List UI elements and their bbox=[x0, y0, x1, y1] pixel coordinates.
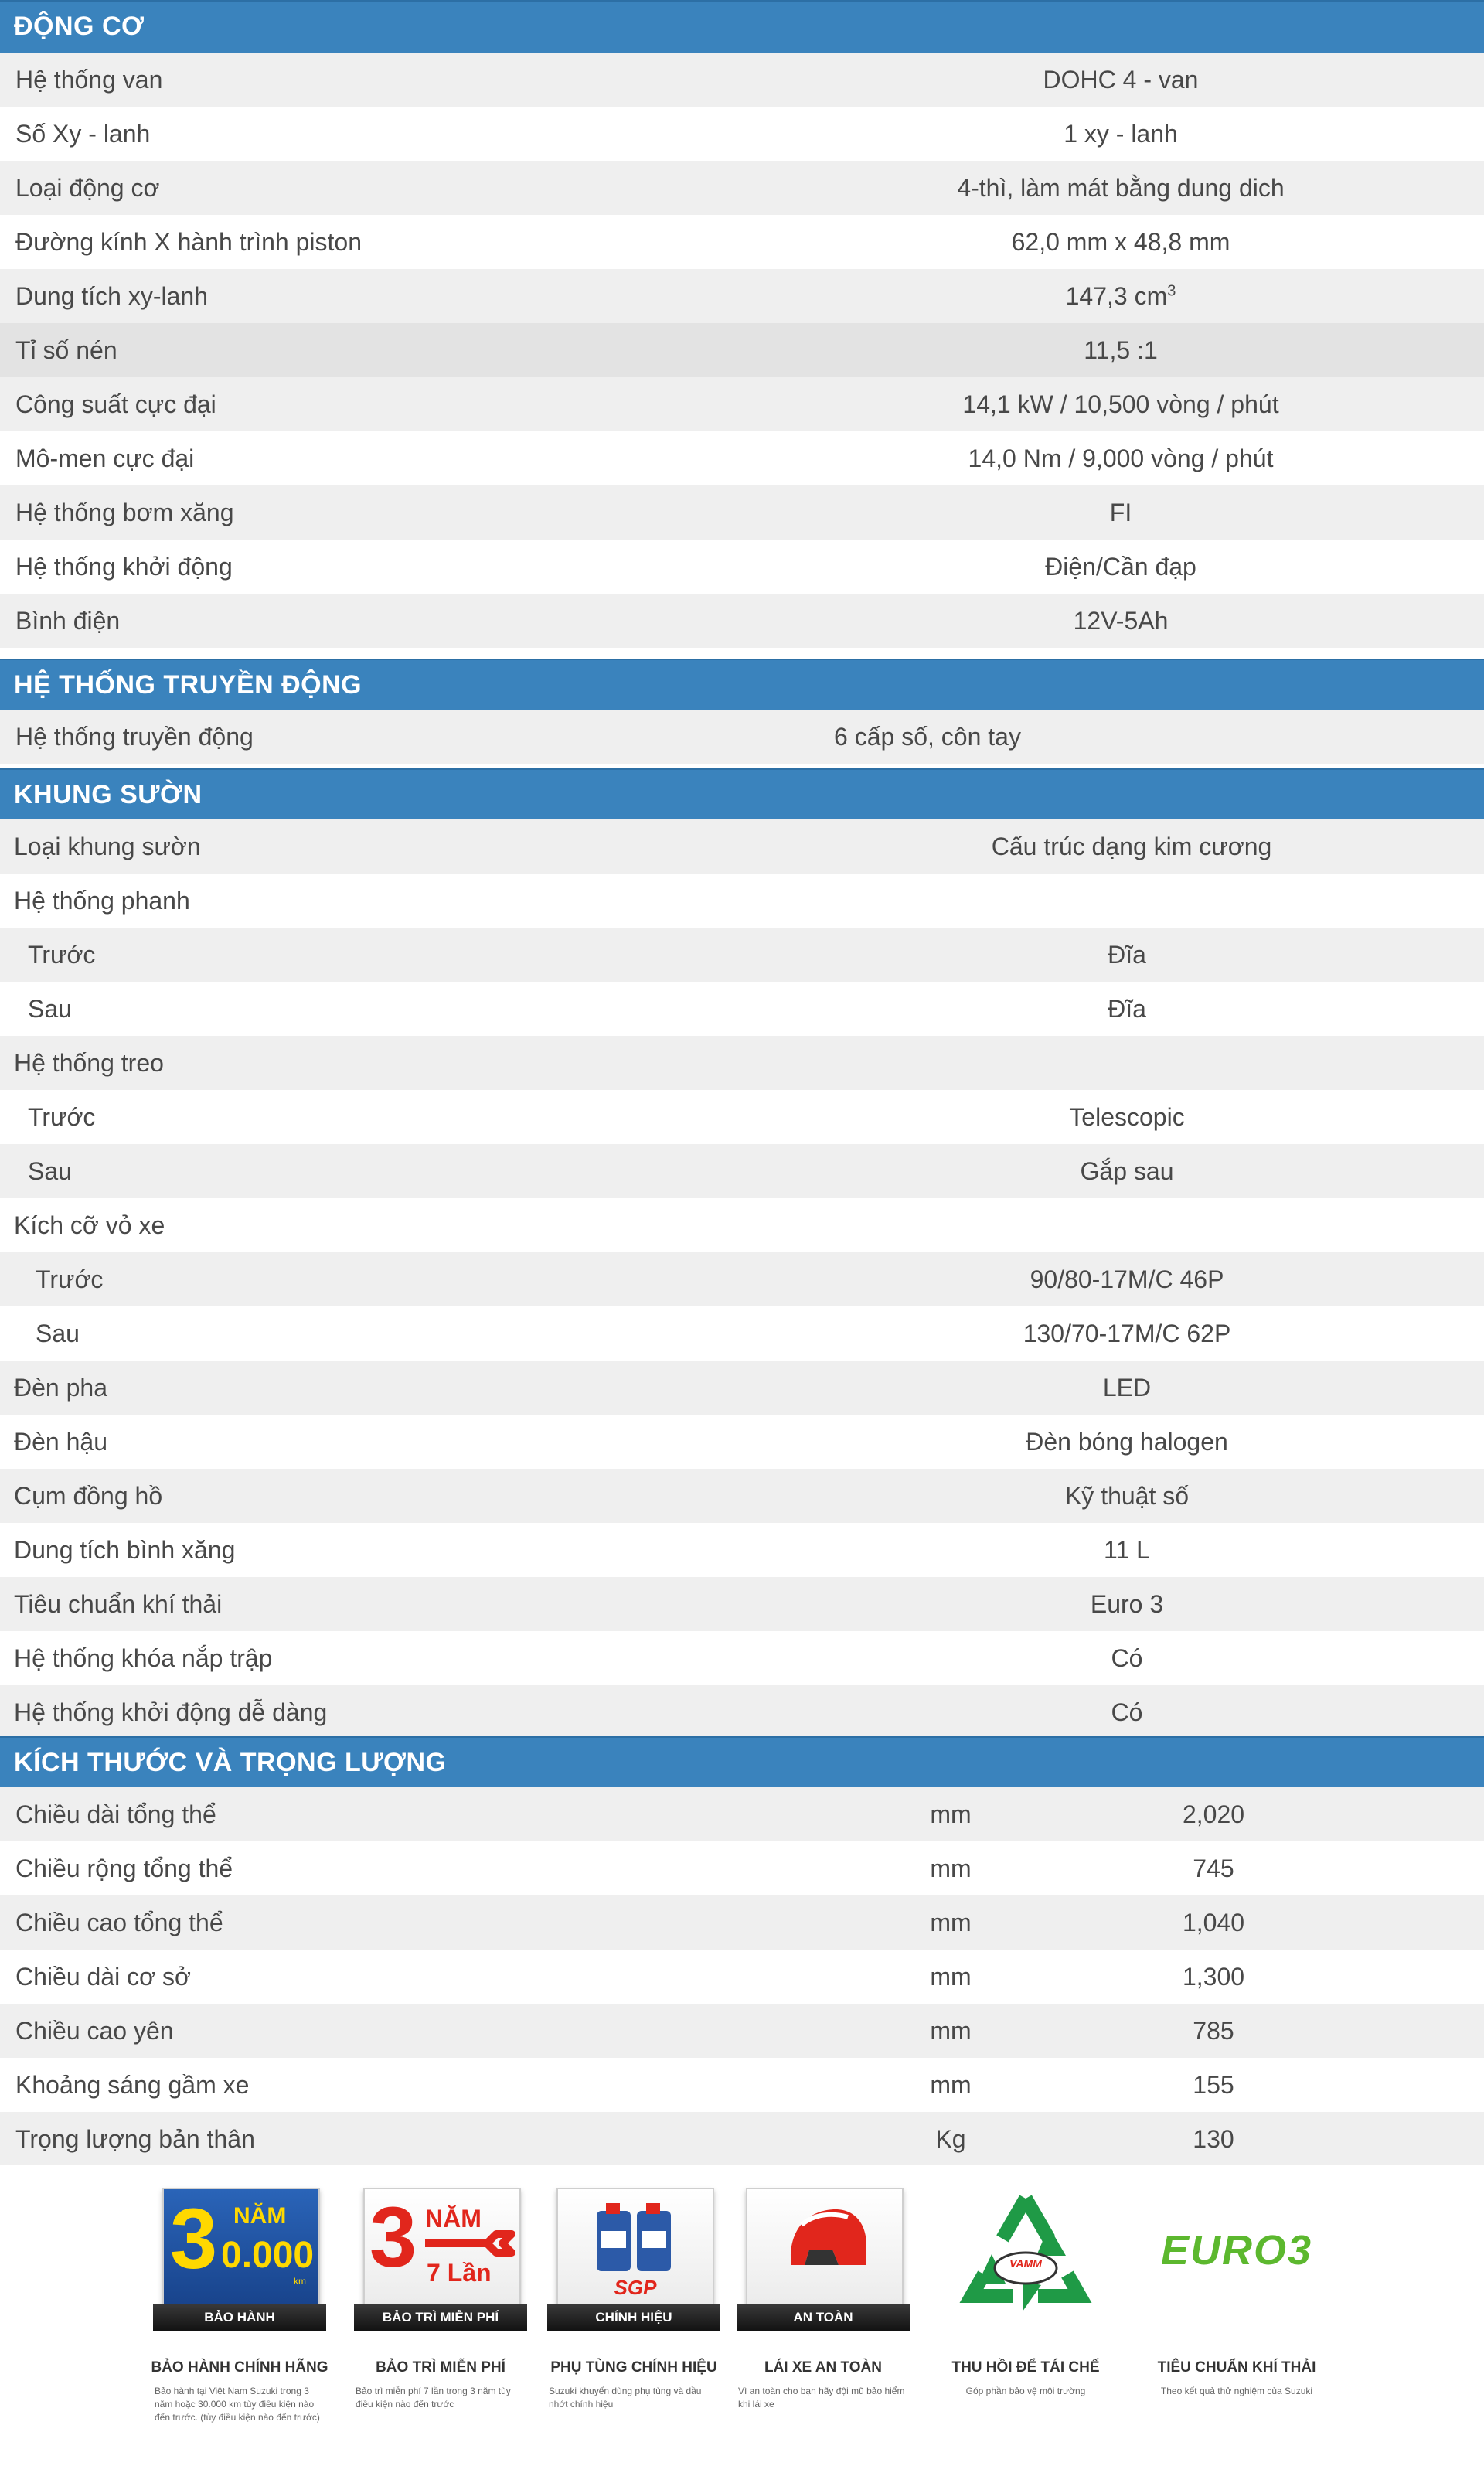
spec-value: DOHC 4 - van bbox=[1043, 66, 1199, 94]
section-header-transmission bbox=[0, 659, 1484, 710]
spec-row bbox=[0, 1361, 1484, 1415]
spec-label: Chiều cao yên bbox=[15, 2017, 174, 2045]
spec-label: Cụm đồng hồ bbox=[14, 1482, 163, 1510]
spec-unit: Kg bbox=[935, 2125, 966, 2153]
spec-label: Khoảng sáng gầm xe bbox=[15, 2071, 250, 2099]
spec-value: 11 L bbox=[1104, 1536, 1150, 1564]
spec-row bbox=[0, 431, 1484, 485]
spec-value: 1 xy - lanh bbox=[1064, 120, 1178, 148]
badge-ribbon: BẢO TRÌ MIỄN PHÍ bbox=[354, 2304, 527, 2331]
spec-row bbox=[0, 161, 1484, 215]
spec-value: 4-thì, làm mát bằng dung dich bbox=[957, 174, 1285, 202]
spec-value: 2,020 bbox=[1182, 1800, 1245, 1828]
section-title: KHUNG SƯỜN bbox=[14, 780, 203, 809]
spec-label: Đèn pha bbox=[14, 1374, 107, 1402]
spec-row bbox=[0, 2112, 1484, 2166]
badge-safe-riding bbox=[730, 2188, 916, 2466]
spec-row bbox=[0, 53, 1484, 107]
spec-label: Hệ thống truyền động bbox=[15, 723, 254, 751]
badge-desc: Bảo hành tại Việt Nam Suzuki trong 3 năm hoặc 30.000 km tùy điều kiện nào đến trước. (tùy điều kiện nào đến trước) bbox=[155, 2386, 320, 2423]
spec-row bbox=[0, 107, 1484, 161]
spec-row bbox=[0, 1252, 1484, 1306]
spec-row bbox=[0, 1685, 1484, 1739]
spec-row bbox=[0, 540, 1484, 594]
badge-ribbon: BẢO HÀNH bbox=[153, 2304, 326, 2331]
badge-title: LÁI XE AN TOÀN bbox=[764, 2359, 882, 2376]
spec-row bbox=[0, 1415, 1484, 1469]
badge-title: PHỤ TÙNG CHÍNH HIỆU bbox=[550, 2359, 717, 2376]
badge-desc: Góp phần bảo vệ môi trường bbox=[965, 2386, 1086, 2396]
spec-value: 14,0 Nm / 9,000 vòng / phút bbox=[968, 444, 1274, 472]
spec-label: Trước bbox=[36, 1265, 104, 1293]
spec-row bbox=[0, 928, 1484, 982]
spec-value: 155 bbox=[1193, 2071, 1234, 2099]
spec-row bbox=[0, 1787, 1484, 1841]
spec-value bbox=[812, 269, 1430, 323]
badge-desc: Bảo trì miễn phí 7 lần trong 3 năm tùy điều kiện nào đến trước bbox=[356, 2386, 511, 2410]
spec-value: LED bbox=[1102, 1374, 1152, 1402]
spec-label: Số Xy - lanh bbox=[15, 120, 151, 148]
spec-label: Chiều cao tổng thể bbox=[15, 1909, 223, 1936]
warranty-big-number: 3 bbox=[170, 2192, 218, 2287]
vamm-logo: VAMM bbox=[1009, 2257, 1042, 2270]
spec-label: Chiều dài cơ sở bbox=[15, 1963, 191, 1991]
spec-row bbox=[0, 2058, 1484, 2112]
section-header-engine bbox=[0, 0, 1484, 53]
section-header-dimensions bbox=[0, 1736, 1484, 1787]
feature-badges bbox=[0, 2165, 1484, 2463]
spec-label: Mô-men cực đại bbox=[15, 444, 195, 472]
spec-label: Hệ thống khởi động bbox=[15, 553, 233, 581]
spec-value: 14,1 kW / 10,500 vòng / phút bbox=[962, 390, 1279, 418]
section-title: HỆ THỐNG TRUYỀN ĐỘNG bbox=[14, 670, 362, 700]
euro3-logo: EURO3 bbox=[1160, 2227, 1313, 2274]
maintenance-big-number: 3 bbox=[369, 2190, 417, 2285]
spec-value: 1,040 bbox=[1182, 1909, 1245, 1936]
spec-value: 130 bbox=[1193, 2125, 1234, 2153]
spec-label: Đường kính X hành trình piston bbox=[15, 228, 362, 256]
helmet-box bbox=[746, 2188, 904, 2322]
badge-desc: Theo kết quả thử nghiệm của Suzuki bbox=[1160, 2386, 1313, 2396]
spec-row bbox=[0, 269, 1484, 323]
spec-row bbox=[0, 1950, 1484, 2004]
spec-row bbox=[0, 982, 1484, 1036]
spec-value: Có bbox=[1111, 1644, 1143, 1672]
spec-row bbox=[0, 1036, 1484, 1090]
spec-row bbox=[0, 819, 1484, 874]
spec-label: Loại động cơ bbox=[15, 174, 160, 202]
spec-unit: mm bbox=[930, 1909, 972, 1936]
badge-recycle bbox=[933, 2188, 1118, 2466]
spec-unit: mm bbox=[930, 1855, 972, 1882]
superscript: 3 bbox=[1167, 282, 1176, 300]
warranty-km-unit: km bbox=[294, 2276, 306, 2287]
maintenance-times: 7 Lần bbox=[427, 2259, 492, 2287]
spec-row bbox=[0, 1306, 1484, 1361]
spec-unit: mm bbox=[930, 1963, 972, 1991]
spec-value: Cấu trúc dạng kim cương bbox=[991, 833, 1272, 860]
spec-row bbox=[0, 1090, 1484, 1144]
spec-label: Kích cỡ vỏ xe bbox=[14, 1211, 165, 1239]
displacement-value: 147,3 cm bbox=[1065, 282, 1168, 310]
spec-label: Đèn hậu bbox=[14, 1428, 107, 1456]
spec-label: Dung tích xy-lanh bbox=[15, 282, 209, 310]
sgp-logo: SGP bbox=[614, 2276, 657, 2299]
spec-label: Sau bbox=[28, 1157, 72, 1185]
badge-title: BẢO HÀNH CHÍNH HÃNG bbox=[151, 2359, 328, 2376]
badge-desc: Suzuki khuyến dùng phụ tùng và dầu nhớt chính hiệu bbox=[549, 2386, 702, 2410]
spec-value: 745 bbox=[1193, 1855, 1234, 1882]
spec-value: Euro 3 bbox=[1090, 1590, 1164, 1618]
spec-label: Tỉ số nén bbox=[15, 336, 117, 364]
spec-label: Trước bbox=[28, 941, 96, 969]
spec-row bbox=[0, 323, 1484, 377]
spec-value: Đèn bóng halogen bbox=[1026, 1428, 1228, 1456]
badge-warranty bbox=[147, 2188, 332, 2466]
badge-maintenance bbox=[348, 2188, 533, 2466]
spec-value: 6 cấp số, côn tay bbox=[834, 723, 1021, 751]
spec-value: 1,300 bbox=[1182, 1963, 1245, 1991]
spec-row bbox=[0, 1198, 1484, 1252]
spec-row bbox=[0, 1895, 1484, 1950]
spec-value: 62,0 mm x 48,8 mm bbox=[1011, 228, 1230, 256]
oil-bottle-icon bbox=[556, 2188, 714, 2322]
maintenance-years: NĂM bbox=[425, 2205, 482, 2233]
spec-row bbox=[0, 1144, 1484, 1198]
spec-value: 130/70-17M/C 62P bbox=[1023, 1320, 1231, 1347]
spec-value: Telescopic bbox=[1069, 1103, 1185, 1131]
spec-row bbox=[0, 1631, 1484, 1685]
spec-value: Gắp sau bbox=[1080, 1157, 1174, 1185]
spec-value: Có bbox=[1111, 1698, 1143, 1726]
spec-label: Tiêu chuẩn khí thải bbox=[14, 1590, 223, 1618]
spec-label: Hệ thống khởi động dễ dàng bbox=[14, 1698, 328, 1726]
spec-label: Hệ thống phanh bbox=[14, 887, 190, 915]
spec-value: 90/80-17M/C 46P bbox=[1030, 1265, 1224, 1293]
warranty-km: 0.000 bbox=[221, 2235, 315, 2276]
badge-ribbon: CHÍNH HIỆU bbox=[547, 2304, 720, 2331]
spec-row bbox=[0, 1523, 1484, 1577]
helmet-icon bbox=[778, 2200, 871, 2293]
spec-label: Sau bbox=[36, 1320, 80, 1347]
spec-value: 11,5 :1 bbox=[1084, 336, 1158, 364]
spec-value: Đĩa bbox=[1108, 941, 1146, 969]
spec-label: Trọng lượng bản thân bbox=[15, 2125, 255, 2153]
spec-row bbox=[0, 215, 1484, 269]
spec-row bbox=[0, 1577, 1484, 1631]
spec-unit: mm bbox=[930, 2017, 972, 2045]
spec-row bbox=[0, 485, 1484, 540]
badge-title: BẢO TRÌ MIỄN PHÍ bbox=[376, 2359, 505, 2376]
spec-row bbox=[0, 1469, 1484, 1523]
spec-row bbox=[0, 2004, 1484, 2058]
spec-value: Điện/Cần đạp bbox=[1045, 553, 1196, 581]
spec-row bbox=[0, 1841, 1484, 1895]
warranty-years: NĂM bbox=[233, 2203, 287, 2229]
badge-desc: Vì an toàn cho bạn hãy đội mũ bảo hiểm khi lái xe bbox=[738, 2386, 905, 2410]
spec-label: Hệ thống treo bbox=[14, 1049, 164, 1077]
maintenance-icon bbox=[363, 2188, 521, 2322]
spec-row bbox=[0, 377, 1484, 431]
spec-value: Kỹ thuật số bbox=[1064, 1482, 1190, 1510]
section-title: ĐỘNG CƠ bbox=[14, 12, 145, 41]
spec-label: Hệ thống khóa nắp trập bbox=[14, 1644, 273, 1672]
spec-label: Chiều rộng tổng thể bbox=[15, 1855, 233, 1882]
badge-ribbon: AN TOÀN bbox=[737, 2304, 910, 2331]
badge-title: TIÊU CHUẨN KHÍ THẢI bbox=[1157, 2359, 1316, 2376]
spec-value: FI bbox=[1109, 499, 1132, 526]
spec-label: Hệ thống van bbox=[15, 66, 163, 94]
spec-label: Chiều dài tổng thể bbox=[15, 1800, 216, 1828]
section-header-chassis bbox=[0, 768, 1484, 819]
spec-label: Dung tích bình xăng bbox=[14, 1536, 236, 1564]
oil-bottles-icon bbox=[589, 2200, 682, 2277]
section-title: KÍCH THƯỚC VÀ TRỌNG LƯỢNG bbox=[14, 1748, 447, 1777]
badge-emission bbox=[1136, 2188, 1322, 2466]
spec-label: Hệ thống bơm xăng bbox=[15, 499, 234, 526]
spec-label: Trước bbox=[28, 1103, 96, 1131]
spec-unit: mm bbox=[930, 1800, 972, 1828]
spec-label: Loại khung sườn bbox=[14, 833, 201, 860]
spec-label: Sau bbox=[28, 995, 72, 1023]
spec-row bbox=[0, 874, 1484, 928]
spec-label: Bình điện bbox=[15, 607, 121, 635]
spec-value: Đĩa bbox=[1108, 995, 1146, 1023]
spec-row bbox=[0, 594, 1484, 648]
spec-value: 785 bbox=[1193, 2017, 1234, 2045]
spec-label: Công suất cực đại bbox=[15, 390, 216, 418]
badge-genuine-parts bbox=[541, 2188, 727, 2466]
warranty-icon bbox=[162, 2188, 320, 2322]
spec-value: 12V-5Ah bbox=[1073, 607, 1169, 635]
spec-unit: mm bbox=[930, 2071, 972, 2099]
spec-row bbox=[0, 710, 1484, 764]
badge-title: THU HỒI ĐỂ TÁI CHẾ bbox=[951, 2359, 1100, 2376]
